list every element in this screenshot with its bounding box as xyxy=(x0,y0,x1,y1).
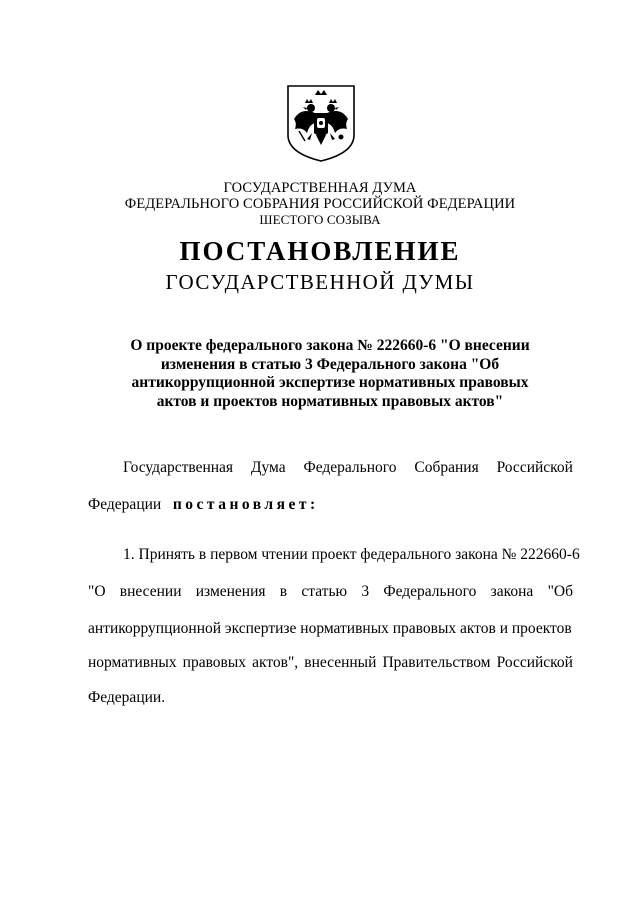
word: "Об xyxy=(547,583,573,600)
item1-text: антикоррупционной экспертизе нормативных правовых актов и проектов xyxy=(88,620,572,637)
word: статью xyxy=(301,583,348,600)
preamble-line-2 xyxy=(88,495,573,515)
word: Государственная xyxy=(123,459,234,476)
word: закона xyxy=(490,583,534,600)
word: актов", xyxy=(252,654,299,671)
issuer-header xyxy=(0,180,640,228)
emblem xyxy=(285,83,357,163)
subject-line: актов и проектов нормативных правовых актов" xyxy=(156,392,504,410)
double-headed-eagle-icon xyxy=(285,83,357,163)
item1-text: Федерации. xyxy=(88,689,166,706)
item1-line-1 xyxy=(88,545,580,565)
word: нормативных xyxy=(88,654,177,671)
word: Российской xyxy=(496,459,573,476)
title-main: ПОСТАНОВЛЕНИЕ xyxy=(179,236,461,266)
word: внесении xyxy=(119,583,182,600)
word: "О xyxy=(88,583,106,600)
decides-word: постановляет: xyxy=(172,496,319,513)
issuer-line-2: ФЕДЕРАЛЬНОГО СОБРАНИЯ РОССИЙСКОЙ ФЕДЕРАЦИИ xyxy=(124,196,516,212)
word: Российской xyxy=(496,654,573,671)
preamble-line-1 xyxy=(88,458,573,478)
item1-line-2 xyxy=(88,582,573,602)
resolution-subject xyxy=(130,337,530,411)
issuer-line-1: ГОСУДАРСТВЕННАЯ ДУМА xyxy=(223,180,417,196)
item1-line-4 xyxy=(88,653,573,673)
word: внесенный xyxy=(304,654,377,671)
item1-line-3 xyxy=(88,619,573,639)
item1-line-5 xyxy=(88,688,573,708)
word: Федерации xyxy=(88,496,162,513)
word: изменения xyxy=(195,583,266,600)
subject-line: изменения в статью 3 Федерального закона "Об xyxy=(160,355,500,373)
word: Собрания xyxy=(414,459,479,476)
word: правовых xyxy=(182,654,247,671)
word: Федерального xyxy=(303,459,397,476)
item1-text: 1. Принять в первом чтении проект федерального закона № 222660-6 xyxy=(123,546,580,563)
document-title xyxy=(0,235,640,295)
title-sub: ГОСУДАРСТВЕННОЙ ДУМЫ xyxy=(165,270,475,294)
issuer-line-3: ШЕСТОГО СОЗЫВА xyxy=(259,212,381,227)
word: 3 xyxy=(361,583,370,600)
word: Правительством xyxy=(382,654,491,671)
word: Федерального xyxy=(383,583,477,600)
word: Дума xyxy=(250,459,286,476)
subject-line: антикоррупционной экспертизе нормативных правовых xyxy=(131,374,529,391)
subject-line: О проекте федерального закона № 222660-6 "О внесении xyxy=(130,337,530,354)
word: в xyxy=(279,583,288,600)
